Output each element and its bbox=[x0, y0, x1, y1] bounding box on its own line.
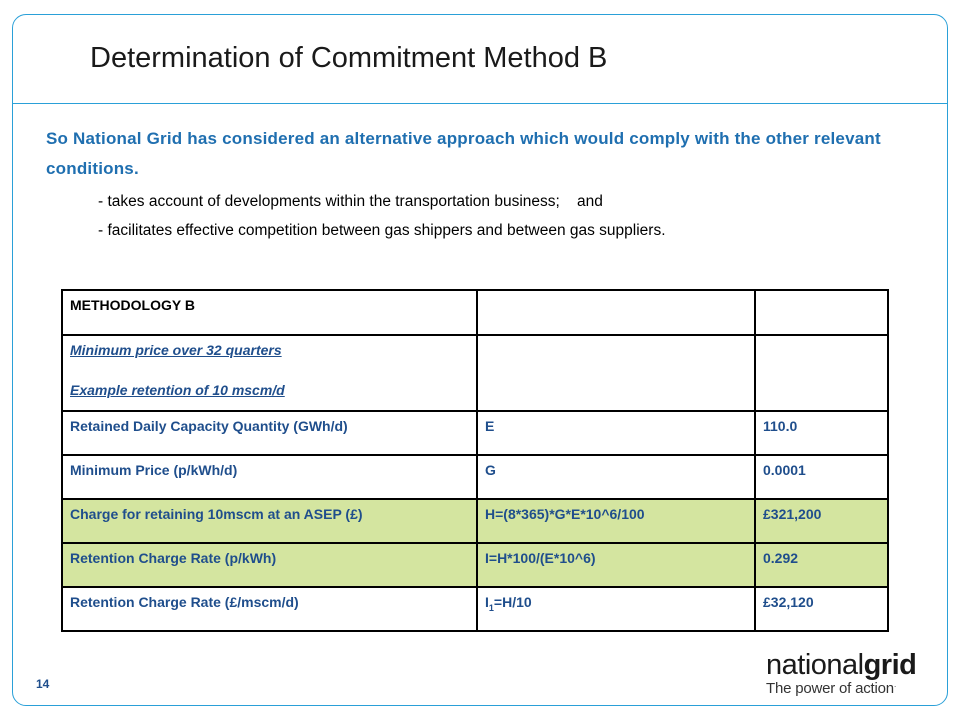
row-label: Charge for retaining 10mscm at an ASEP (£) bbox=[62, 499, 477, 543]
national-grid-logo bbox=[766, 650, 936, 697]
row-symbol: E bbox=[477, 411, 755, 455]
row-value: 0.0001 bbox=[755, 455, 888, 499]
intro-text: So National Grid has considered an alternative approach which would comply with the other relevant conditions. bbox=[46, 129, 881, 178]
table-header-cell bbox=[755, 290, 888, 335]
page-number: 14 bbox=[36, 677, 50, 691]
logo-tagline-mark: . bbox=[893, 680, 896, 689]
logo-tagline bbox=[766, 680, 936, 697]
logo-grid: grid bbox=[863, 649, 917, 681]
table-header-cell bbox=[477, 290, 755, 335]
row-value: 0.292 bbox=[755, 543, 888, 587]
methodology-table bbox=[61, 289, 889, 632]
table-row bbox=[62, 587, 888, 631]
symbol-formula: =H/10 bbox=[493, 594, 532, 610]
bullet-item: - facilitates effective competition between gas shippers and between gas suppliers. bbox=[98, 222, 666, 239]
logo-tagline-text: The power of action bbox=[766, 680, 894, 697]
table-cell bbox=[477, 335, 755, 411]
table-header-cell: METHODOLOGY B bbox=[62, 290, 477, 335]
table-row-highlighted bbox=[62, 499, 888, 543]
row-symbol: H=(8*365)*G*E*10^6/100 bbox=[477, 499, 755, 543]
row-label: Retention Charge Rate (p/kWh) bbox=[62, 543, 477, 587]
row-value: £32,120 bbox=[755, 587, 888, 631]
table-header-row bbox=[62, 290, 888, 335]
slide-title: Determination of Commitment Method B bbox=[90, 42, 608, 74]
table-row bbox=[62, 411, 888, 455]
row-label: Retained Daily Capacity Quantity (GWh/d) bbox=[62, 411, 477, 455]
bullet-item: - takes account of developments within the transportation business; and bbox=[98, 193, 603, 210]
subheader-line-2: Example retention of 10 mscm/d bbox=[70, 382, 285, 398]
row-symbol: I=H*100/(E*10^6) bbox=[477, 543, 755, 587]
table-row bbox=[62, 455, 888, 499]
row-label: Retention Charge Rate (£/mscm/d) bbox=[62, 587, 477, 631]
row-symbol bbox=[477, 587, 755, 631]
row-value: £321,200 bbox=[755, 499, 888, 543]
symbol-main: I bbox=[485, 594, 489, 610]
logo-national: national bbox=[766, 649, 864, 681]
logo-wordmark bbox=[766, 650, 936, 680]
table-subheader-cell bbox=[62, 335, 477, 411]
row-value: 110.0 bbox=[755, 411, 888, 455]
row-label: Minimum Price (p/kWh/d) bbox=[62, 455, 477, 499]
table-row-highlighted bbox=[62, 543, 888, 587]
table-subheader-row bbox=[62, 335, 888, 411]
title-divider bbox=[13, 103, 947, 104]
row-symbol: G bbox=[477, 455, 755, 499]
symbol-subscript: 1 bbox=[488, 602, 494, 613]
table-cell bbox=[755, 335, 888, 411]
subheader-line-1: Minimum price over 32 quarters bbox=[70, 342, 282, 358]
